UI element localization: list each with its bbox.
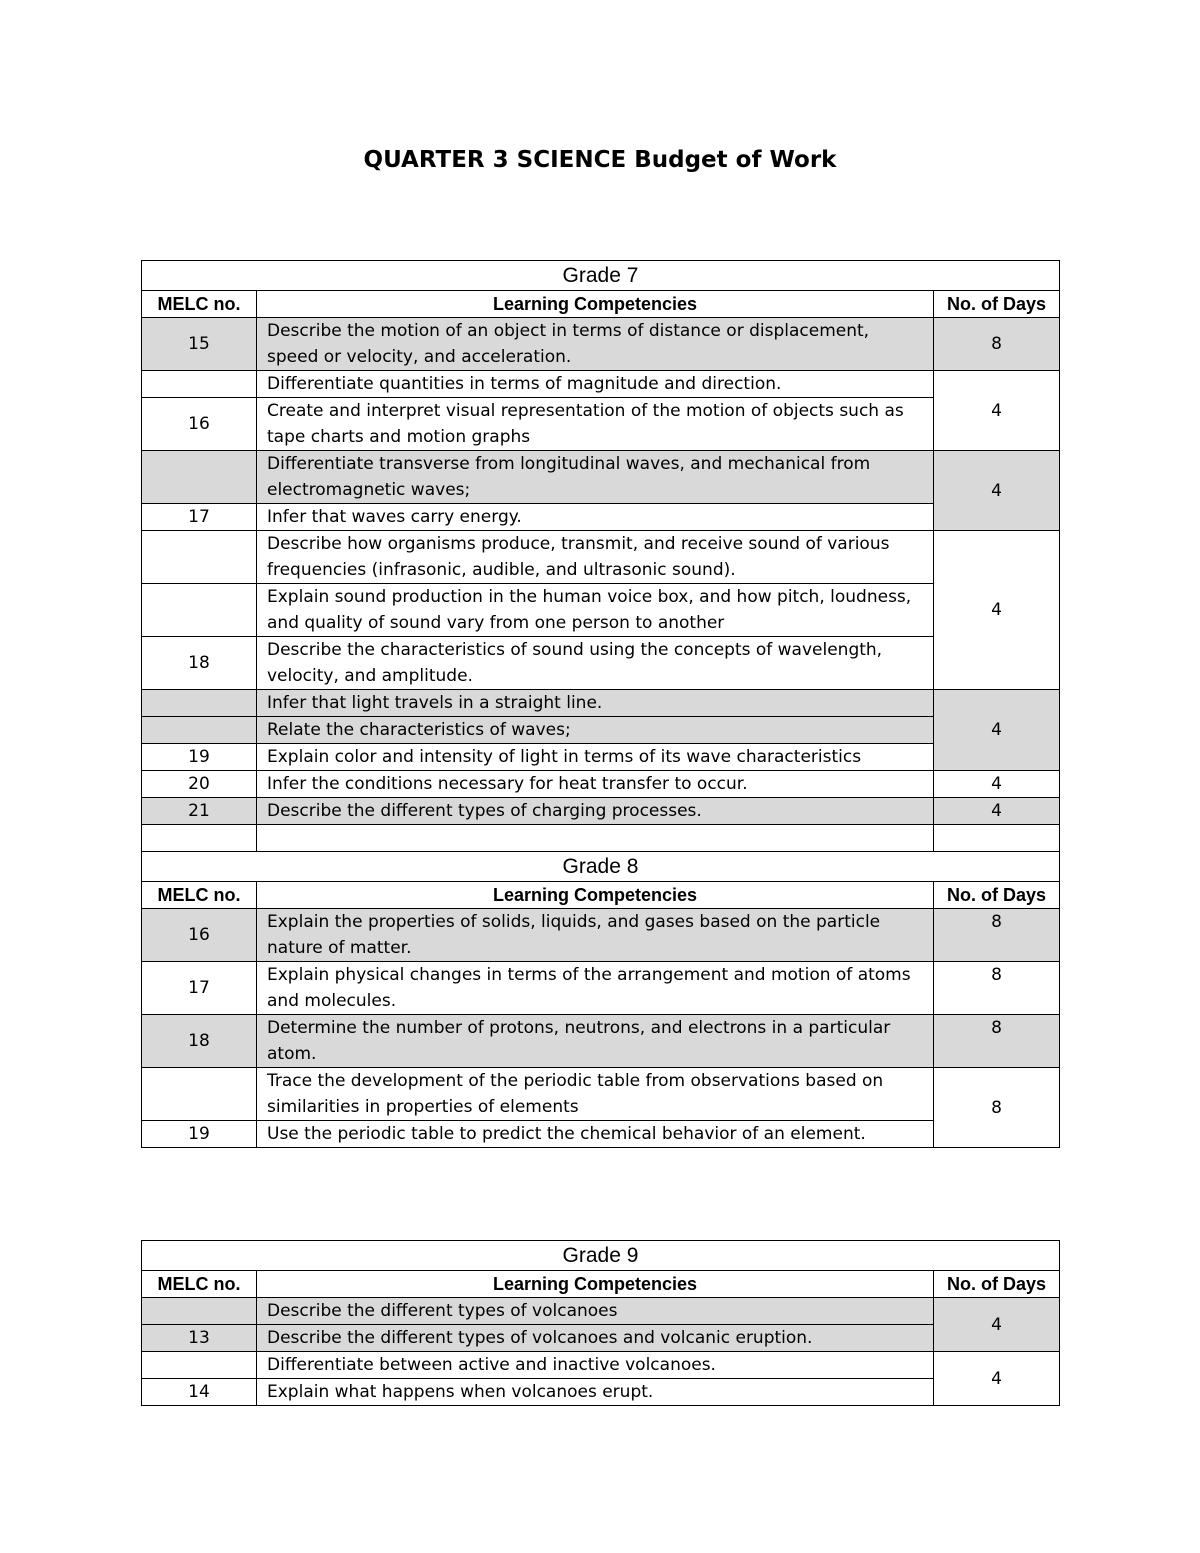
melc-number [142, 1068, 257, 1121]
budget-table-grade9 [141, 1240, 1060, 1406]
days-header: No. of Days [934, 882, 1060, 909]
grade-9-title-row [142, 1241, 1060, 1271]
table-row [142, 451, 1060, 504]
melc-number: 18 [142, 637, 257, 690]
competency-text: Explain the properties of solids, liquids, and gases based on the particle nature of matter. [257, 909, 934, 962]
days-value: 4 [934, 771, 1060, 798]
table-row [142, 531, 1060, 584]
table-row [142, 798, 1060, 825]
table-row [142, 690, 1060, 717]
competency-text: Determine the number of protons, neutrons, and electrons in a particular atom. [257, 1015, 934, 1068]
melc-number: 16 [142, 909, 257, 962]
melc-number [142, 690, 257, 717]
table-row [142, 1121, 1060, 1148]
competencies-header: Learning Competencies [257, 1271, 934, 1298]
competency-text: Infer the conditions necessary for heat transfer to occur. [257, 771, 934, 798]
table-row [142, 318, 1060, 371]
days-value: 4 [934, 690, 1060, 771]
grade-8-title: Grade 8 [142, 852, 1060, 882]
grade-9-title: Grade 9 [142, 1241, 1060, 1271]
competency-text: Describe the characteristics of sound using the concepts of wavelength, velocity, and amplitude. [257, 637, 934, 690]
table-row [142, 398, 1060, 451]
melc-number: 16 [142, 398, 257, 451]
table-row [142, 1325, 1060, 1352]
days-value: 8 [934, 318, 1060, 371]
grade-8-title-row [142, 852, 1060, 882]
grade-8-header-row [142, 882, 1060, 909]
melc-number: 15 [142, 318, 257, 371]
days-value: 8 [934, 962, 1060, 1015]
table-row [142, 1068, 1060, 1121]
melc-number [142, 1352, 257, 1379]
table-row [142, 717, 1060, 744]
days-value: 4 [934, 451, 1060, 531]
table-row [142, 584, 1060, 637]
melc-number: 14 [142, 1379, 257, 1406]
melc-number: 17 [142, 962, 257, 1015]
competency-text: Infer that light travels in a straight line. [257, 690, 934, 717]
days-value: 4 [934, 371, 1060, 451]
days-value: 4 [934, 1352, 1060, 1406]
blank-row [142, 825, 1060, 852]
competency-text: Relate the characteristics of waves; [257, 717, 934, 744]
melc-number: 17 [142, 504, 257, 531]
melc-header: MELC no. [142, 1271, 257, 1298]
grade-7-header-row [142, 291, 1060, 318]
melc-number [142, 584, 257, 637]
melc-header: MELC no. [142, 291, 257, 318]
competency-text: Infer that waves carry energy. [257, 504, 934, 531]
competency-text: Trace the development of the periodic table from observations based on similarities in properties of elements [257, 1068, 934, 1121]
grade-7-title-row [142, 261, 1060, 291]
melc-number: 13 [142, 1325, 257, 1352]
table-row [142, 1352, 1060, 1379]
melc-number [142, 531, 257, 584]
competencies-header: Learning Competencies [257, 291, 934, 318]
table-row [142, 1379, 1060, 1406]
competency-text: Describe the different types of volcanoes [257, 1298, 934, 1325]
competency-text: Explain what happens when volcanoes erupt. [257, 1379, 934, 1406]
competency-text: Create and interpret visual representation of the motion of objects such as tape charts and motion graphs [257, 398, 934, 451]
melc-number: 18 [142, 1015, 257, 1068]
competency-text: Describe how organisms produce, transmit, and receive sound of various frequencies (infrasonic, audible, and ultrasonic sound). [257, 531, 934, 584]
page-title: QUARTER 3 SCIENCE Budget of Work [363, 147, 837, 173]
melc-number: 19 [142, 1121, 257, 1148]
table-row [142, 744, 1060, 771]
blank-cell [934, 825, 1060, 852]
table-row [142, 371, 1060, 398]
competency-text: Describe the different types of charging processes. [257, 798, 934, 825]
melc-number [142, 1298, 257, 1325]
competency-text: Differentiate between active and inactive volcanoes. [257, 1352, 934, 1379]
days-value: 8 [934, 1015, 1060, 1068]
blank-cell [257, 825, 934, 852]
melc-number [142, 451, 257, 504]
table-row [142, 637, 1060, 690]
table-row [142, 962, 1060, 1015]
competency-text: Explain sound production in the human voice box, and how pitch, loudness, and quality of sound vary from one person to another [257, 584, 934, 637]
melc-number: 19 [142, 744, 257, 771]
competency-text: Describe the motion of an object in terms of distance or displacement, speed or velocity, and acceleration. [257, 318, 934, 371]
competency-text: Differentiate transverse from longitudinal waves, and mechanical from electromagnetic waves; [257, 451, 934, 504]
grade-9-header-row [142, 1271, 1060, 1298]
table-row [142, 1015, 1060, 1068]
table-row [142, 771, 1060, 798]
days-value: 8 [934, 1068, 1060, 1148]
melc-number [142, 717, 257, 744]
melc-number [142, 371, 257, 398]
melc-number: 21 [142, 798, 257, 825]
table-row [142, 909, 1060, 962]
competency-text: Describe the different types of volcanoes and volcanic eruption. [257, 1325, 934, 1352]
melc-header: MELC no. [142, 882, 257, 909]
table-row [142, 504, 1060, 531]
competency-text: Differentiate quantities in terms of magnitude and direction. [257, 371, 934, 398]
grade-7-title: Grade 7 [142, 261, 1060, 291]
days-header: No. of Days [934, 291, 1060, 318]
melc-number: 20 [142, 771, 257, 798]
days-value: 8 [934, 909, 1060, 962]
days-value: 4 [934, 531, 1060, 690]
days-value: 4 [934, 1298, 1060, 1352]
blank-cell [142, 825, 257, 852]
table-row [142, 1298, 1060, 1325]
competency-text: Explain physical changes in terms of the arrangement and motion of atoms and molecules. [257, 962, 934, 1015]
days-header: No. of Days [934, 1271, 1060, 1298]
budget-table-grade7-8 [141, 260, 1060, 1148]
competency-text: Use the periodic table to predict the chemical behavior of an element. [257, 1121, 934, 1148]
competencies-header: Learning Competencies [257, 882, 934, 909]
days-value: 4 [934, 798, 1060, 825]
competency-text: Explain color and intensity of light in terms of its wave characteristics [257, 744, 934, 771]
